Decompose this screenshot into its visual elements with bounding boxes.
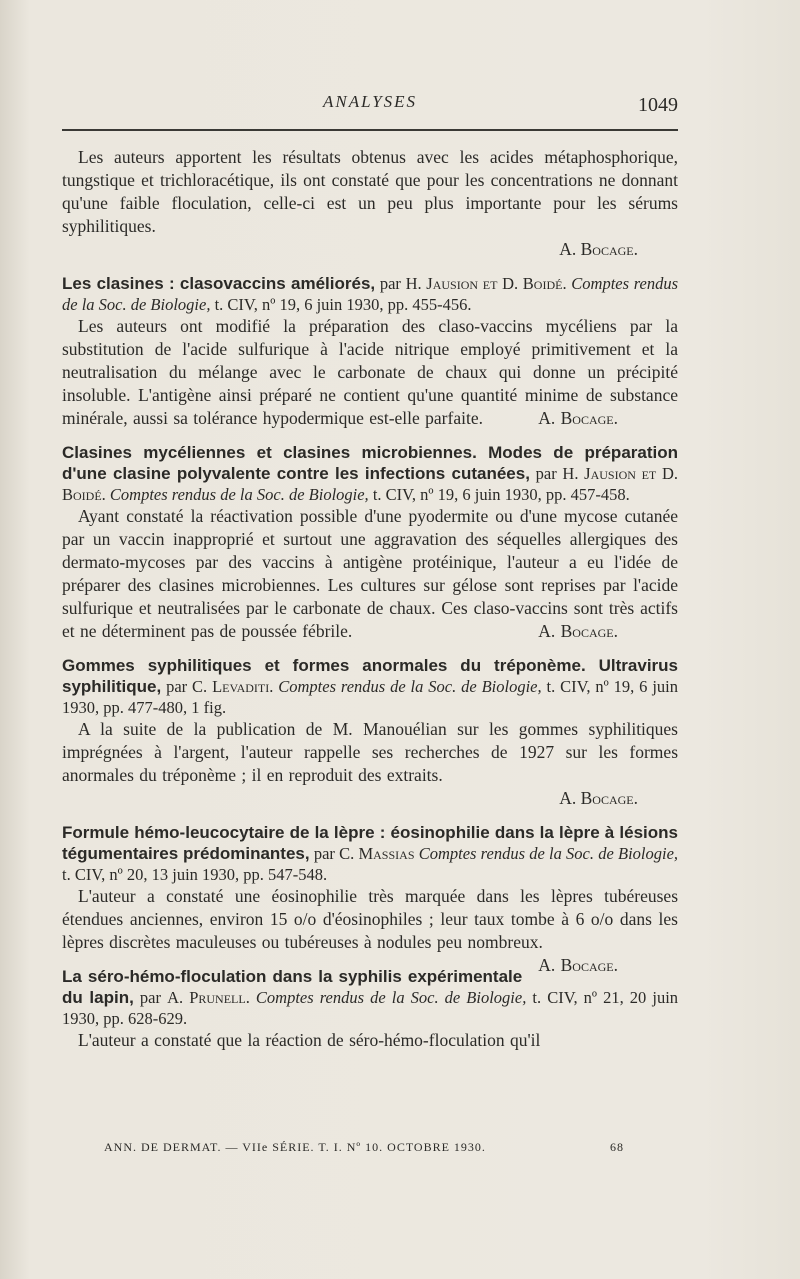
article-abstract: [62, 315, 678, 430]
article-formule-hemo-leucocytaire: [62, 822, 679, 975]
running-title: ANALYSES: [322, 92, 418, 111]
article-title: Les clasines : clasovaccins améliorés,: [62, 274, 376, 293]
article-abstract: A la suite de la publication de M. Manouélian sur les gommes syphilitiques imprégnées à l'argent, l'auteur rappelle ses recherches de 1927 sur les formes anormales du tréponème ; il en reproduit des extraits.: [62, 719, 678, 785]
article-signature: A. Bocage.: [538, 408, 618, 428]
article-authors: H. Jausion et D. Boidé.: [405, 274, 567, 293]
page-footer: [104, 1140, 624, 1155]
article-by: par: [379, 274, 401, 293]
article-by: par: [535, 464, 557, 483]
article-journal: Comptes rendus de la Soc. de Biologie,: [62, 274, 679, 314]
article-by: par: [139, 988, 161, 1007]
article-gommes-syphilitiques: [62, 655, 678, 810]
article-by: par: [313, 844, 335, 863]
article-by: par: [166, 677, 188, 696]
article-clasines-mycéliennes: [62, 442, 678, 643]
article-authors: C. Massias: [339, 844, 415, 863]
article-title: Gommes syphilitiques et formes anormales du tréponème. Ultravirus syphilitique,: [62, 656, 678, 696]
article-heading: [62, 655, 678, 718]
article-signature: A. Bocage.: [538, 955, 618, 975]
header-rule: [62, 129, 678, 131]
abstract-text: Les auteurs ont modifié la préparation des claso-vaccins mycéliens par la substitution de l'acide sulfurique à l'acide nitrique employé primitivement et la neutralisation du mélange avec le carbonate de chaux qui donne un précipité insoluble. L'antigène ainsi préparé ne contient qu'une quantité minime de substance minérale, aussi sa tolérance hypodermique est-elle parfaite.: [62, 316, 678, 428]
article-authors: H. Jausion et D. Boidé.: [62, 464, 679, 504]
abstract-text: L'auteur a constaté une éosinophilie très marquée dans les lèpres tubéreuses étendues anciennes, environ 15 o/o d'éosinophiles ; leur taux tombe à 6 o/o dans les lèpres discrètes maculeuses ou tubéreuses à nodules peu nombreux.: [62, 886, 678, 952]
article-citation: t. CIV, nº 19, 6 juin 1930, pp. 477-480, 1 fig.: [62, 677, 678, 717]
article-sero-hemo-floculation: [62, 966, 678, 1052]
article-clasines: [62, 273, 678, 430]
article-abstract: [62, 885, 678, 975]
page-header: [62, 92, 678, 132]
article-citation: t. CIV, nº 20, 13 juin 1930, pp. 547-548.: [62, 865, 328, 884]
article-title: Clasines mycéliennes et clasines microbiennes. Modes de préparation d'une clasine polyvalente contre les infections cutanées,: [62, 443, 678, 483]
article-citation: t. CIV, nº 19, 6 juin 1930, pp. 455-456.: [214, 295, 472, 314]
page-number: 1049: [638, 94, 678, 116]
article-authors: A. Prunell.: [167, 988, 250, 1007]
article-journal: Comptes rendus de la Soc. de Biologie,: [278, 677, 542, 696]
intro-signature: A. Bocage.: [559, 239, 638, 259]
article-heading: [62, 442, 678, 505]
article-authors: C. Levaditi.: [192, 677, 274, 696]
article-signature: A. Bocage.: [559, 788, 638, 808]
article-citation: t. CIV, nº 19, 6 juin 1930, pp. 457-458.: [372, 485, 630, 504]
page-body: [62, 146, 678, 1052]
abstract-text: Ayant constaté la réactivation possible d'une pyodermite ou d'une mycose cutanée par un vaccin inapproprié et surtout une aggravation des séquelles allergiques des dermato-mycoses par des vaccins à antigène protéinique, l'auteur a eu l'idée de préparer des clasines microbiennes. Les cultures sur gélose sont reprises par l'acide sulfurique et neutralisées par le carbonate de chaux. Ces claso-vaccins sont très actifs et ne déterminent pas de poussée fébrile.: [62, 506, 678, 641]
article-signature: A. Bocage.: [538, 621, 618, 641]
article-abstract: L'auteur a constaté que la réaction de séro-hémo-floculation qu'il: [78, 1030, 541, 1050]
article-heading: [62, 273, 678, 315]
article-heading: [62, 822, 678, 885]
article-journal: Comptes rendus de la Soc. de Biologie,: [418, 844, 679, 863]
article-title: La séro-hémo-floculation dans la syphilis expérimentale du lapin,: [62, 967, 523, 1007]
article-abstract: [62, 505, 678, 643]
footer-sheet-number: 68: [610, 1140, 624, 1154]
footer-journal-line: ANN. DE DERMAT. — VIIe SÉRIE. T. I. Nº 10. OCTOBRE 1930.: [104, 1140, 486, 1154]
article-journal: Comptes rendus de la Soc. de Biologie,: [255, 988, 527, 1007]
article-title: Formule hémo-leucocytaire de la lèpre : éosinophilie dans la lèpre à lésions tégumentaires prédominantes,: [62, 823, 678, 863]
article-journal: Comptes rendus de la Soc. de Biologie,: [109, 485, 369, 504]
intro-paragraph: Les auteurs apportent les résultats obtenus avec les acides métaphosphorique, tungstique et trichloracétique, ils ont constaté que pour les concentrations ne donnant qu'une faible floculation, celle-ci est un peu plus importante pour les sérums syphilitiques.: [62, 147, 678, 236]
article-citation: t. CIV, nº 21, 20 juin 1930, pp. 628-629.: [62, 988, 679, 1028]
